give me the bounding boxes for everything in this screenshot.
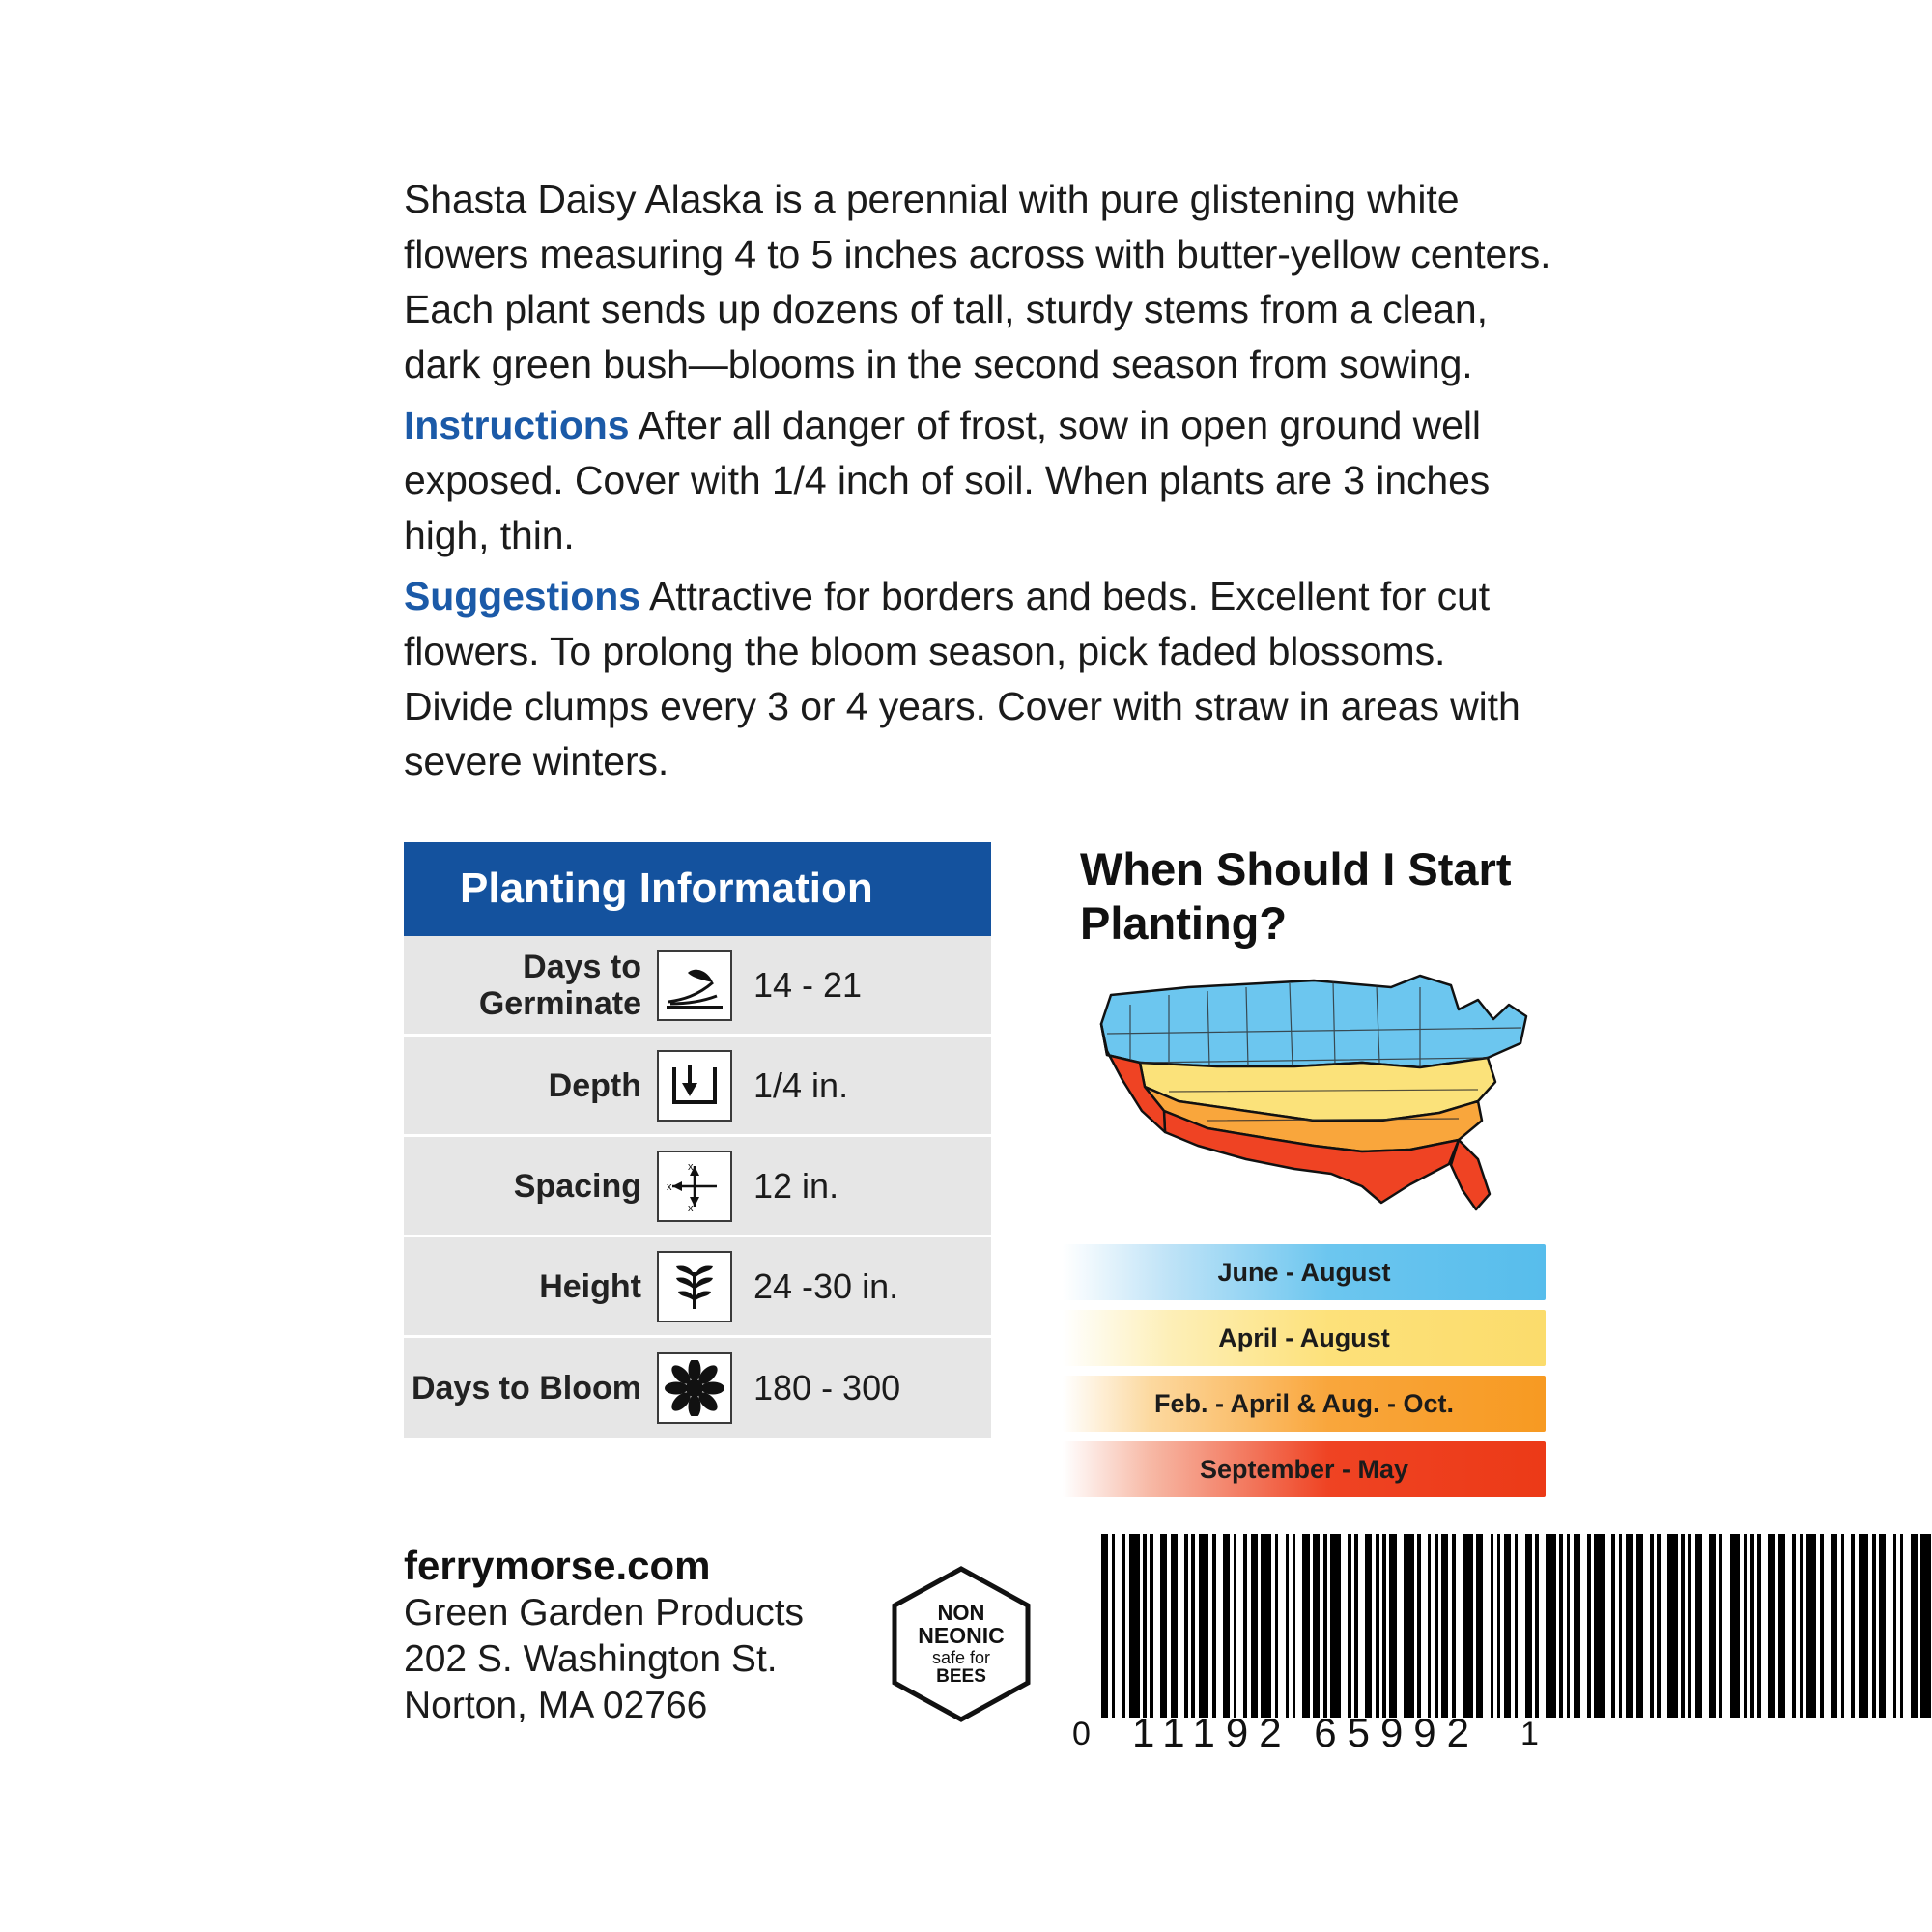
table-row xyxy=(404,1137,991,1237)
suggestions-label: Suggestions xyxy=(404,574,640,618)
barcode-bar xyxy=(1261,1534,1271,1718)
barcode-bar xyxy=(1293,1534,1296,1718)
barcode-bar xyxy=(1476,1534,1483,1718)
svg-text:x: x xyxy=(667,1180,672,1193)
plant-height-icon xyxy=(657,1251,732,1322)
non-neonic-hexagon-badge xyxy=(889,1565,1034,1723)
legend-item: April - August xyxy=(1063,1310,1546,1366)
flower-icon xyxy=(657,1352,732,1424)
barcode-bar xyxy=(1879,1534,1886,1718)
barcode-bar xyxy=(1275,1534,1279,1718)
planting-information-table xyxy=(404,842,991,1438)
upc-barcode xyxy=(1072,1534,1555,1776)
company-name: Green Garden Products xyxy=(404,1592,805,1634)
description-paragraph: Shasta Daisy Alaska is a perennial with pure glistening white flowers measuring 4 to 5 inches across with butter-yellow centers. Each plant sends up dozens of tall, sturdy stems from a clean, dark green bush—blooms in the second season from sowing. xyxy=(404,177,1551,386)
row-label: Height xyxy=(539,1267,641,1305)
instructions-paragraph xyxy=(404,398,1553,563)
barcode-bar xyxy=(1594,1534,1605,1718)
barcode-bar xyxy=(1800,1534,1804,1718)
barcode-bar xyxy=(1504,1534,1511,1718)
suggestions-paragraph xyxy=(404,569,1553,789)
barcode-bar xyxy=(1122,1534,1126,1718)
suggestions-text: Attractive for borders and beds. Excellent for cut flowers. To prolong the bloom season, pick faded blossoms. Divide clumps every 3 or 4 years. Cover with straw in areas with severe winters. xyxy=(404,574,1520,783)
barcode-bar xyxy=(1778,1534,1785,1718)
barcode-bar xyxy=(1143,1534,1147,1718)
barcode-bar xyxy=(1730,1534,1741,1718)
badge-line-2: NEONIC xyxy=(918,1623,1005,1649)
instructions-text: After all danger of frost, sow in open ground well exposed. Cover with 1/4 inch of soil. When plants are 3 inches high, thin. xyxy=(404,403,1491,557)
seedling-icon xyxy=(657,950,732,1021)
barcode-bar xyxy=(1515,1534,1519,1718)
barcode-bar xyxy=(1286,1534,1290,1718)
table-row xyxy=(404,1037,991,1137)
barcode-bar xyxy=(1841,1534,1845,1718)
barcode-bar xyxy=(1348,1534,1351,1718)
barcode-bar xyxy=(1428,1534,1432,1718)
barcode-bar xyxy=(1820,1534,1824,1718)
address-line-2: Norton, MA 02766 xyxy=(404,1685,708,1726)
barcode-bar xyxy=(1688,1534,1691,1718)
barcode-bar xyxy=(1417,1534,1421,1718)
row-value: 12 in. xyxy=(753,1165,839,1206)
barcode-bar xyxy=(1112,1534,1116,1718)
barcode-bar xyxy=(1199,1534,1209,1718)
barcode-bar xyxy=(1650,1534,1654,1718)
barcode-bar xyxy=(1404,1534,1414,1718)
badge-line-3: safe for xyxy=(931,1648,991,1668)
barcode-bar xyxy=(1911,1534,1918,1718)
barcode-bar xyxy=(1806,1534,1817,1718)
planting-question-block xyxy=(1080,842,1563,951)
row-label: Depth xyxy=(548,1066,641,1104)
barcode-bar xyxy=(1535,1534,1539,1718)
footer-company-block xyxy=(404,1542,945,1729)
barcode-bar xyxy=(1243,1534,1247,1718)
barcode-bar xyxy=(1574,1534,1580,1718)
barcode-bar xyxy=(1234,1534,1237,1718)
row-value: 180 - 300 xyxy=(753,1368,901,1407)
barcode-bar xyxy=(1435,1534,1438,1718)
table-row xyxy=(404,1338,991,1438)
barcode-bar xyxy=(1872,1534,1876,1718)
legend-item: September - May xyxy=(1063,1441,1546,1497)
barcode-bar xyxy=(1611,1534,1615,1718)
barcode-bar xyxy=(1681,1534,1685,1718)
planting-question-title: When Should I Start Planting? xyxy=(1080,843,1512,949)
barcode-bar xyxy=(1389,1534,1396,1718)
barcode-bar xyxy=(1657,1534,1661,1718)
barcode-bar xyxy=(1559,1534,1563,1718)
row-value: 24 -30 in. xyxy=(753,1265,899,1306)
legend-item: Feb. - April & Aug. - Oct. xyxy=(1063,1376,1546,1432)
spacing-arrows-icon xyxy=(657,1151,732,1222)
barcode-bar xyxy=(1441,1534,1448,1718)
barcode-bar xyxy=(1920,1534,1931,1718)
instructions-label: Instructions xyxy=(404,403,630,447)
barcode-bar xyxy=(1709,1534,1716,1718)
row-value: 1/4 in. xyxy=(753,1065,849,1105)
barcode-bar xyxy=(1150,1534,1153,1718)
barcode-bar xyxy=(1525,1534,1532,1718)
barcode-bar xyxy=(1619,1534,1623,1718)
barcode-right-digit: 1 xyxy=(1520,1716,1540,1752)
barcode-bar xyxy=(1365,1534,1372,1718)
barcode-bar xyxy=(1757,1534,1761,1718)
barcode-bar xyxy=(1376,1534,1379,1718)
barcode-bar xyxy=(1626,1534,1633,1718)
barcode-bar xyxy=(1768,1534,1775,1718)
svg-text:x: x xyxy=(688,1202,694,1214)
barcode-bar xyxy=(1212,1534,1216,1718)
badge-line-1: NON xyxy=(937,1600,985,1625)
barcode-bar xyxy=(1546,1534,1556,1718)
depth-arrow-icon xyxy=(657,1050,732,1122)
barcode-bar xyxy=(1101,1534,1108,1718)
barcode-bar xyxy=(1851,1534,1855,1718)
barcode-bar xyxy=(1160,1534,1167,1718)
barcode-bar xyxy=(1567,1534,1571,1718)
barcode-bar xyxy=(1251,1534,1258,1718)
barcode-bar xyxy=(1636,1534,1643,1718)
barcode-bar xyxy=(1587,1534,1591,1718)
row-label: Days to Germinate xyxy=(478,948,641,1022)
barcode-bar xyxy=(1667,1534,1678,1718)
barcode-bar xyxy=(1184,1534,1188,1718)
table-row xyxy=(404,936,991,1037)
row-label: Spacing xyxy=(513,1167,641,1205)
barcode-bar xyxy=(1330,1534,1341,1718)
barcode-bar xyxy=(1750,1534,1754,1718)
badge-line-4: BEES xyxy=(936,1666,986,1688)
barcode-bar xyxy=(1719,1534,1723,1718)
barcode-bars xyxy=(1101,1534,1932,1718)
barcode-bar xyxy=(1463,1534,1473,1718)
table-row xyxy=(404,1237,991,1338)
svg-text:x: x xyxy=(688,1160,694,1173)
barcode-bar xyxy=(1302,1534,1309,1718)
address-line-1: 202 S. Washington St. xyxy=(404,1638,778,1680)
barcode-bar xyxy=(1859,1534,1869,1718)
barcode-bar xyxy=(1695,1534,1702,1718)
barcode-bar xyxy=(1354,1534,1358,1718)
description-block xyxy=(404,172,1553,795)
legend-item: June - August xyxy=(1063,1244,1546,1300)
barcode-bar xyxy=(1223,1534,1230,1718)
barcode-bar xyxy=(1452,1534,1456,1718)
barcode-bar xyxy=(1171,1534,1178,1718)
usa-planting-zone-map xyxy=(1072,966,1575,1222)
planting-information-title: Planting Information xyxy=(404,842,991,936)
barcode-bar xyxy=(1893,1534,1897,1718)
barcode-bar xyxy=(1497,1534,1501,1718)
barcode-bar xyxy=(1382,1534,1386,1718)
barcode-bar xyxy=(1900,1534,1904,1718)
row-label: Days to Bloom xyxy=(411,1370,641,1406)
barcode-bar xyxy=(1191,1534,1195,1718)
barcode-main-digits: 11192 65992 xyxy=(1132,1710,1481,1755)
barcode-bar xyxy=(1129,1534,1140,1718)
website-url[interactable]: ferrymorse.com xyxy=(404,1543,711,1588)
barcode-bar xyxy=(1313,1534,1320,1718)
barcode-bar xyxy=(1792,1534,1796,1718)
barcode-left-digit: 0 xyxy=(1072,1716,1092,1752)
row-value: 14 - 21 xyxy=(753,964,863,1005)
barcode-bar xyxy=(1491,1534,1494,1718)
barcode-bar xyxy=(1323,1534,1327,1718)
barcode-bar xyxy=(1831,1534,1837,1718)
barcode-bar xyxy=(1744,1534,1747,1718)
planting-zone-legend xyxy=(1063,1244,1546,1507)
